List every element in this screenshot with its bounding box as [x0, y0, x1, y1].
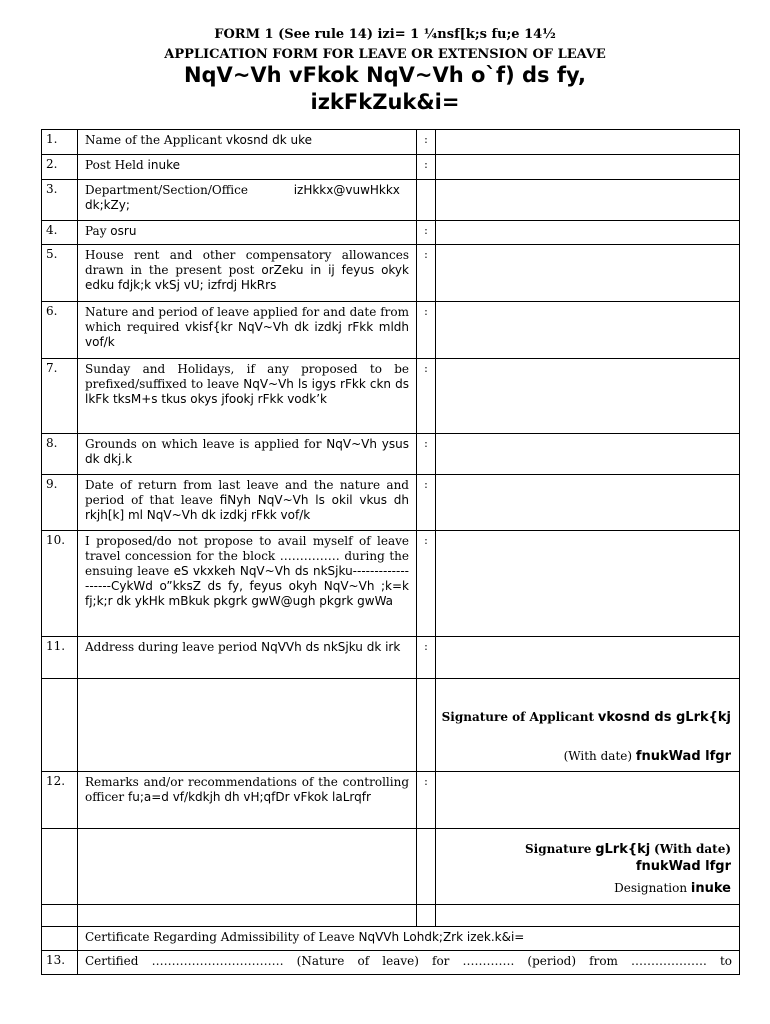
form-title-hindi-2: izkFkZuk&i= — [310, 90, 460, 114]
application-form-table — [41, 129, 740, 975]
field-label-last-leave: Date of return from last leave and the nature and period of that leave fiNyh NqV~Vh ls okil vkus dh rkjh[k] ml NqV~Vh dk izdkj rFkk vof/k — [78, 475, 417, 531]
department-field[interactable] — [436, 180, 740, 221]
colon-separator — [417, 180, 436, 221]
form-number-heading: FORM 1 (See rule 14) izi= 1 ¼nsf[k;s fu;e 14½ — [214, 27, 556, 42]
form-row-8 — [42, 434, 740, 475]
colon-separator: : — [417, 359, 436, 434]
colon-separator: : — [417, 245, 436, 302]
colon-separator: : — [417, 637, 436, 679]
colon-separator: : — [417, 130, 436, 155]
row-number: 5. — [42, 245, 78, 302]
applicant-signature-label: Signature of Applicant vkosnd ds gLrk{kj — [441, 710, 731, 725]
field-label-address: Address during leave period NqVVh ds nkSjku dk irk — [78, 637, 417, 679]
row-number: 4. — [42, 221, 78, 245]
officer-signature-row — [42, 829, 740, 905]
row-number: 2. — [42, 155, 78, 180]
colon-separator: : — [417, 155, 436, 180]
post-held-field[interactable] — [436, 155, 740, 180]
form-row-4 — [42, 221, 740, 245]
certified-statement: Certified …………………………… (Nature of leave) for …………. (period) from ………………. to — [78, 951, 740, 975]
empty-cell — [436, 905, 740, 927]
applicant-signature-row — [42, 679, 740, 772]
leave-nature-field[interactable] — [436, 302, 740, 359]
certificate-heading: Certificate Regarding Admissibility of Leave NqVVh Lohdk;Zrk izek.k&i= — [78, 927, 740, 951]
empty-cell — [417, 829, 436, 905]
row-number: 13. — [42, 951, 78, 975]
empty-cell — [417, 679, 436, 772]
remarks-field[interactable] — [436, 772, 740, 829]
colon-separator: : — [417, 434, 436, 475]
field-label-department: Department/Section/Office izHkkx@vuwHkkx dk;kZy; — [78, 180, 417, 221]
row-number: 3. — [42, 180, 78, 221]
row-number: 12. — [42, 772, 78, 829]
form-row-7 — [42, 359, 740, 434]
empty-cell — [42, 927, 78, 951]
colon-separator: : — [417, 221, 436, 245]
empty-cell — [78, 679, 417, 772]
field-label-grounds: Grounds on which leave is applied for NqV~Vh ysus dk dkj.k — [78, 434, 417, 475]
row-number: 1. — [42, 130, 78, 155]
form-row-2 — [42, 155, 740, 180]
empty-cell — [42, 679, 78, 772]
form-row-10 — [42, 531, 740, 637]
field-label-pay: Pay osru — [78, 221, 417, 245]
empty-cell — [78, 905, 417, 927]
empty-cell — [42, 905, 78, 927]
form-row-11 — [42, 637, 740, 679]
form-row-1 — [42, 130, 740, 155]
form-row-5 — [42, 245, 740, 302]
empty-cell — [42, 829, 78, 905]
certificate-heading-row — [42, 927, 740, 951]
travel-concession-field[interactable] — [436, 531, 740, 637]
form-row-6 — [42, 302, 740, 359]
applicant-signature-date: (With date) fnukWad lfgr — [563, 749, 731, 764]
field-label-travel-concession: I proposed/do not propose to avail myself of leave travel concession for the block …………… during the ensuing leave eS vkxkeh NqV~Vh ds nkSjku-------------------CykWd o”kksZ ds fy, feyus okyh NqV~Vh ;k=k fj;k;r dk ykHk mBkuk pkgrk gwW@ugh pkgrk gwWa — [78, 531, 417, 637]
last-leave-field[interactable] — [436, 475, 740, 531]
field-label-post-held: Post Held inuke — [78, 155, 417, 180]
empty-cell — [78, 829, 417, 905]
colon-separator: : — [417, 302, 436, 359]
row-number: 8. — [42, 434, 78, 475]
row-number: 9. — [42, 475, 78, 531]
form-row-13 — [42, 951, 740, 975]
form-row-3 — [42, 180, 740, 221]
grounds-field[interactable] — [436, 434, 740, 475]
field-label-leave-nature: Nature and period of leave applied for and date from which required vkisf{kr NqV~Vh dk izdkj rFkk mldh vof/k — [78, 302, 417, 359]
form-title-english: APPLICATION FORM FOR LEAVE OR EXTENSION OF LEAVE — [164, 47, 606, 62]
form-row-9 — [42, 475, 740, 531]
field-label-remarks: Remarks and/or recommendations of the controlling officer fu;a=d vf/kdkjh dh vH;qfDr vFkok laLrqfr — [78, 772, 417, 829]
empty-cell — [417, 905, 436, 927]
pay-field[interactable] — [436, 221, 740, 245]
field-label-house-rent: House rent and other compensatory allowances drawn in the present post orZeku in ij feyus okyk edku fdjk;k vkSj vU; izfrdj HkRrs — [78, 245, 417, 302]
officer-designation: Designation inuke — [614, 881, 731, 896]
row-number: 11. — [42, 637, 78, 679]
form-row-12 — [42, 772, 740, 829]
field-label-applicant-name: Name of the Applicant vkosnd dk uke — [78, 130, 417, 155]
row-number: 10. — [42, 531, 78, 637]
colon-separator: : — [417, 475, 436, 531]
row-number: 7. — [42, 359, 78, 434]
colon-separator: : — [417, 772, 436, 829]
applicant-name-field[interactable] — [436, 130, 740, 155]
field-label-holidays: Sunday and Holidays, if any proposed to be prefixed/suffixed to leave NqV~Vh ls igys rFkk ckn ds lkFk tksM+s tkus okys jfookj rFkk vodk’k — [78, 359, 417, 434]
colon-separator: : — [417, 531, 436, 637]
house-rent-field[interactable] — [436, 245, 740, 302]
row-number: 6. — [42, 302, 78, 359]
officer-signature-label: Signature gLrk{kj (With date) fnukWad lfgr — [525, 842, 731, 874]
spacer-row — [42, 905, 740, 927]
address-field[interactable] — [436, 637, 740, 679]
applicant-signature-box[interactable] — [436, 679, 740, 772]
form-title-hindi: NqV~Vh vFkok NqV~Vh o`f) ds fy, — [183, 63, 587, 87]
officer-signature-box[interactable] — [436, 829, 740, 905]
holidays-field[interactable] — [436, 359, 740, 434]
